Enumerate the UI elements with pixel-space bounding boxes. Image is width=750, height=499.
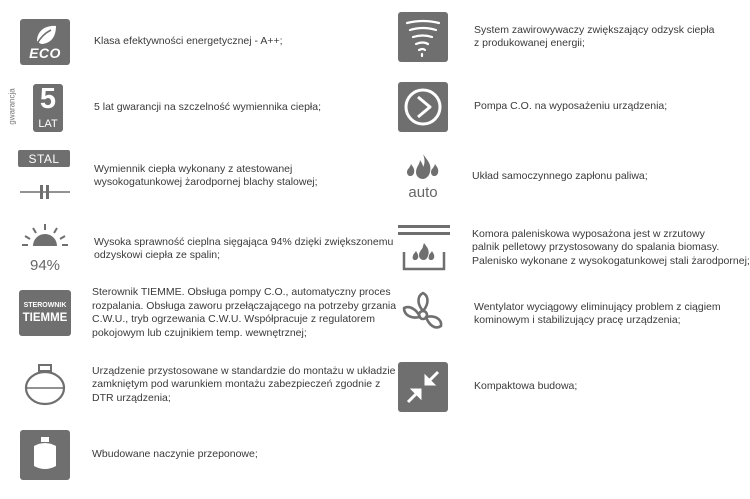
feature-expansion (20, 430, 258, 480)
feature-controller (19, 286, 396, 340)
warranty-unit: LAT (38, 118, 58, 130)
feature-fan-text: Wentylator wyciągowy eliminujący problem z ciągiem kominowym i stabilizujący pracę urządzenia; (474, 300, 721, 326)
feature-warranty (8, 82, 321, 134)
feature-chamber (396, 222, 750, 274)
auto-ignition-icon (396, 152, 450, 202)
feature-compact (398, 362, 577, 412)
feature-fan (398, 290, 721, 338)
feature-pump-text: Pompa C.O. na wyposażeniu urządzenia; (474, 100, 668, 113)
feature-chamber-text: Komora paleniskowa wyposażona jest w zrzutowy palnik pelletowy przystosowany do spalania biomasy. Palenisko wykonane z wysokogatunkowej stali żarodpornej; (472, 227, 750, 267)
controller-badge-big: TIEMME (22, 312, 68, 324)
pump-icon (398, 82, 448, 132)
warranty-side-label: gwarancja (7, 88, 17, 125)
efficiency-badge: 94% (29, 257, 61, 274)
feature-turbulators (398, 12, 714, 62)
warranty-number: 5 (39, 83, 57, 115)
controller-badge-small: STEROWNIK (23, 302, 67, 309)
feature-steel (18, 150, 318, 202)
eco-badge: ECO (29, 45, 61, 61)
feature-eco (20, 19, 283, 65)
feature-eco-text: Klasa efektywności energetycznej - A++; (94, 35, 283, 48)
feature-warranty-text: 5 lat gwarancji na szczelność wymiennika ciepła; (94, 101, 322, 114)
steel-exchanger-icon (18, 150, 72, 202)
warranty-5-years-icon (8, 82, 70, 134)
feature-ignition (396, 152, 648, 202)
feature-efficiency-text: Wysoka sprawność cieplna sięgająca 94% dzięki zwiększonemu odzyskowi ciepła ze spalin; (94, 235, 394, 261)
eco-leaf-icon (20, 19, 70, 65)
feature-ignition-text: Układ samoczynnego zapłonu paliwa; (472, 170, 648, 183)
feature-expansion-text: Wbudowane naczynie przeponowe; (92, 448, 258, 461)
feature-turbulators-text: System zawirowywaczy zwiększający odzysk ciepła z produkowanej energii; (474, 23, 715, 49)
feature-closed-system (22, 362, 396, 408)
feature-compact-text: Kompaktowa budowa; (474, 380, 578, 393)
feature-efficiency (18, 222, 393, 276)
sun-efficiency-icon (18, 222, 72, 276)
expansion-vessel-icon (20, 430, 70, 480)
compact-arrows-icon (398, 362, 448, 412)
tornado-icon (398, 12, 448, 62)
fan-icon (398, 290, 448, 338)
feature-steel-text: Wymiennik ciepła wykonany z atestowanej wysokogatunkowej żarodpornej blachy stalowej; (94, 162, 318, 188)
burner-chamber-icon (396, 222, 452, 274)
steel-badge: STAL (28, 151, 60, 166)
feature-pump (398, 82, 667, 132)
controller-icon (19, 290, 71, 336)
closed-tank-icon (22, 362, 68, 408)
ignition-badge: auto (408, 184, 438, 201)
feature-controller-text: Sterownik TIEMME. Obsługa pompy C.O., automatyczny proces rozpalania. Obsługa zaworu przełączającego na potrzeby grzania C.W.U., tryb ogrzewania C.W.U. Współpracuje z regulatorem pokojowym lub czujnikiem temp. wewnętrznej; (92, 286, 397, 339)
feature-closed-system-text: Urządzenie przystosowane w standardzie do montażu w układzie zamkniętym pod warunkiem montażu zabezpieczeń zgodnie z DTR urządzenia; (92, 364, 396, 404)
